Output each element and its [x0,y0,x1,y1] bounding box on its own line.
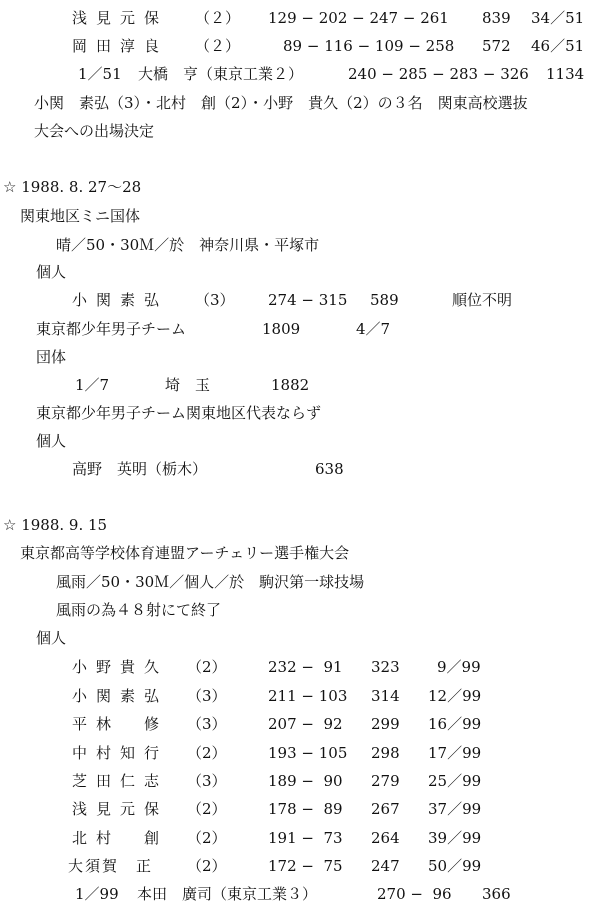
section1-title: 関東地区ミニ国体 [20,207,141,225]
section1-player-total: 589 [370,291,399,309]
intro-row1-scores: 129 − 202 − 247 − 261 [268,9,449,27]
intro-note-line2: 大会への出場決定 [34,122,155,140]
section1-group-name: 埼 玉 [165,376,211,394]
result-name: 小関素弘 [72,687,169,705]
result-grade: （3） [187,715,227,733]
intro-row1-grade: （２） [195,9,241,27]
result-grade: （3） [187,687,227,705]
section1-group-label: 団体 [36,348,67,366]
result-total: 264 [371,829,400,847]
result-total: 247 [371,857,400,875]
section1-date: ☆ 1988. 8. 27～28 [3,178,142,196]
section2-conditions-2: 風雨の為４８射にて終了 [56,601,222,619]
intro-top-name: 大橋 亨（東京工業２） [138,65,304,83]
intro-row1-total: 839 [482,9,511,27]
result-total: 323 [371,658,400,676]
result-scores: 211 − 103 [268,687,348,705]
result-grade: （2） [187,658,227,676]
result-scores: 191 − 73 [268,829,343,847]
section2-individual-label: 個人 [36,629,67,647]
intro-row1-rank: 34／51 [531,9,585,27]
intro-row2-rank: 46／51 [531,37,585,55]
result-scores: 189 − 90 [268,772,343,790]
section2-top-rank: 1／99 [75,885,119,903]
result-total: 299 [371,715,400,733]
intro-top-total: 1134 [546,65,585,83]
section1-player-scores: 274 − 315 [268,291,348,309]
section1-team-name: 東京都少年男子チーム [36,320,187,338]
intro-row2-scores: 89 − 116 − 109 − 258 [283,37,455,55]
result-rank: 37／99 [428,800,482,818]
intro-row2-total: 572 [482,37,511,55]
section1-individual-label-2: 個人 [36,432,67,450]
result-total: 298 [371,744,400,762]
result-total: 279 [371,772,400,790]
result-grade: （2） [187,857,227,875]
section1-individual-label: 個人 [36,263,67,281]
section1-top-name: 高野 英明（栃木） [72,460,208,478]
result-name: 浅見元保 [72,800,169,818]
result-name: 小野貴久 [72,658,169,676]
section2-top-total: 366 [482,885,511,903]
result-scores: 232 − 91 [268,658,343,676]
result-name: 中村知行 [72,744,169,762]
result-total: 314 [371,687,400,705]
intro-row1-name: 浅見元保 [72,9,169,27]
section2-title: 東京都高等学校体育連盟アーチェリー選手権大会 [20,544,350,562]
result-name: 平林 修 [72,715,169,733]
intro-row2-grade: （２） [195,37,241,55]
result-scores: 207 − 92 [268,715,343,733]
section1-note: 東京都少年男子チーム関東地区代表ならず [36,404,322,422]
result-name: 北村 創 [72,829,169,847]
intro-top-scores: 240 − 285 − 283 − 326 [348,65,529,83]
section1-conditions: 晴／50・30Ｍ／於 神奈川県・平塚市 [56,236,320,254]
section2-date: ☆ 1988. 9. 15 [3,516,108,534]
section1-group-score: 1882 [271,376,310,394]
result-scores: 178 − 89 [268,800,343,818]
result-grade: （2） [187,829,227,847]
result-scores: 172 − 75 [268,857,343,875]
result-grade: （2） [187,744,227,762]
result-name: 大須賀 正 [68,857,154,875]
section1-player-grade: （3） [195,291,235,309]
result-rank: 16／99 [428,715,482,733]
section1-team-rank: 4／7 [356,320,391,338]
section1-team-score: 1809 [262,320,301,338]
result-rank: 12／99 [428,687,482,705]
result-name: 芝田仁志 [72,772,169,790]
result-rank: 39／99 [428,829,482,847]
intro-top-rank: 1／51 [78,65,122,83]
section1-player-name: 小関素弘 [72,291,169,309]
section1-group-rank: 1／7 [75,376,110,394]
result-rank: 17／99 [428,744,482,762]
result-rank: 9／99 [437,658,481,676]
result-grade: （2） [187,800,227,818]
result-rank: 50／99 [428,857,482,875]
result-rank: 25／99 [428,772,482,790]
section1-top-score: 638 [315,460,344,478]
section1-player-rank: 順位不明 [452,291,513,309]
section2-top-name: 本田 廣司（東京工業３） [137,885,318,903]
result-grade: （3） [187,772,227,790]
intro-row2-name: 岡田淳良 [72,37,169,55]
intro-note-line1: 小関 素弘（3）・北村 創（2）・小野 貴久（2）の３名 関東高校選抜 [34,94,528,112]
result-scores: 193 − 105 [268,744,348,762]
result-total: 267 [371,800,400,818]
section2-top-scores: 270 − 96 [377,885,452,903]
section2-conditions: 風雨／50・30Ｍ／個人／於 駒沢第一球技場 [56,573,365,591]
